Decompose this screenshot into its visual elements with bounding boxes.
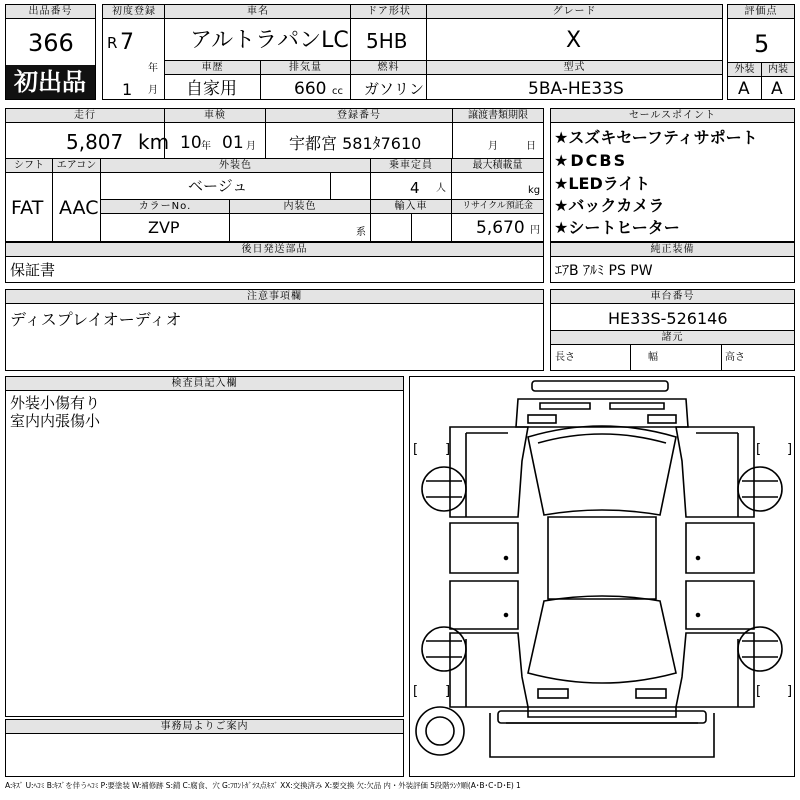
first-reg-label: 初度登録 — [103, 5, 165, 19]
door-label: ドア形状 — [351, 5, 427, 19]
history-value: 自家用 — [186, 79, 237, 99]
transfer-day-unit: 日 — [526, 141, 536, 152]
first-listing-badge-text: 初出品 — [14, 68, 86, 96]
grade-value: X — [566, 28, 582, 53]
chassis-box — [550, 289, 795, 371]
bracket-right: ] — [445, 684, 451, 699]
notes-value: ディスプレイオーディオ — [10, 310, 182, 329]
sales-point-item: ★スズキセーフティサポート — [554, 128, 758, 147]
mileage-unit: km — [138, 130, 170, 154]
int-score-label: 内装 — [762, 63, 794, 77]
bracket-left: [ — [756, 442, 762, 457]
bracket-left: [ — [413, 442, 419, 457]
bracket-left: [ — [413, 684, 419, 699]
mileage-label: 走行 — [6, 109, 164, 123]
equipment-value: ｴｱB ｱﾙﾐ PS PW — [555, 263, 653, 279]
history-label: 車歴 — [165, 61, 260, 75]
sales-point-item: ★LEDライト — [554, 174, 651, 193]
first-reg-year-unit: 年 — [148, 63, 158, 74]
ac-value: AAC — [59, 197, 99, 219]
ext-score-label: 外装 — [728, 63, 761, 77]
exterior-color-label: 外装色 — [101, 159, 370, 173]
car-name-label: 車名 — [165, 5, 351, 19]
first-reg-month-unit: 月 — [148, 85, 158, 96]
lot-number: 366 — [28, 29, 74, 57]
bracket-right: ] — [787, 684, 793, 699]
car-diagram-svg — [410, 377, 794, 776]
transfer-month-unit: 月 — [488, 141, 498, 152]
capacity-label: 乗車定員 — [371, 159, 451, 173]
grade-label: グレード — [427, 5, 722, 19]
shift-value: FAT — [11, 197, 44, 219]
inspection-year-unit: 年 — [201, 141, 211, 152]
inspection-month: 01 — [222, 133, 244, 153]
score-value: 5 — [754, 30, 770, 58]
car-name: アルトラパンLC — [190, 28, 349, 53]
ac-label: エアコン — [53, 159, 100, 173]
inspector-label: 検査員記入欄 — [6, 377, 403, 391]
inspection-label: 車検 — [165, 109, 265, 123]
sales-points-label: セールスポイント — [551, 109, 794, 123]
later-parts-box — [5, 242, 544, 283]
exterior-color-value: ベージュ — [188, 177, 248, 195]
equipment-box — [550, 242, 795, 283]
equipment-label: 純正装備 — [551, 243, 794, 257]
sales-point-item: ★バックカメラ — [554, 196, 665, 215]
recycle-value: 5,670 — [476, 218, 525, 238]
details-box — [5, 108, 544, 242]
spec-length-label: 長さ — [555, 352, 575, 363]
legend-text: A:ｷｽﾞ U:ﾍｺﾐ B:ｷｽﾞを伴うﾍｺﾐ P:要塗装 W:補修跡 S:錆 C:腐食、穴 G:ﾌﾛﾝﾄｶﾞﾗｽ点ｷｽﾞ XX:交換済み X:要交換 欠:欠品 内・外装評価 5段階ﾗﾝｸ順(A･B･C･D･E) 1 — [5, 781, 521, 790]
int-score-value: A — [771, 79, 783, 99]
first-reg-era: R — [107, 34, 118, 52]
inspector-line: 外装小傷有り — [10, 394, 101, 412]
door-value: 5HB — [366, 29, 408, 53]
capacity-unit: 人 — [436, 183, 446, 194]
first-reg-year: 7 — [120, 30, 134, 55]
color-no-label: カラーNo. — [101, 200, 229, 214]
later-parts-value: 保証書 — [10, 261, 56, 279]
recycle-unit: 円 — [530, 225, 540, 236]
model-label: 型式 — [427, 61, 722, 75]
fuel-label: 燃料 — [351, 61, 426, 75]
mileage-value: 5,807 — [66, 130, 124, 154]
max-load-label: 最大積載量 — [452, 159, 543, 173]
import-label: 輸入車 — [371, 200, 451, 214]
sales-point-item: ★シートヒーター — [554, 218, 680, 237]
lot-label: 出品番号 — [6, 5, 95, 19]
transfer-label: 譲渡書類期限 — [453, 109, 543, 123]
inspection-year: 10 — [180, 133, 202, 153]
score-box — [727, 4, 795, 100]
office-label: 事務局よりご案内 — [6, 720, 403, 734]
inspector-box — [5, 376, 404, 717]
displacement-label: 排気量 — [261, 61, 350, 75]
displacement-unit: cc — [332, 86, 343, 97]
fuel-value: ガソリン — [364, 80, 425, 98]
plate-value: 宇都宮 581ﾀ7610 — [289, 134, 422, 153]
plate-label: 登録番号 — [266, 109, 452, 123]
chassis-value: HE33S-526146 — [608, 309, 728, 328]
score-label: 評価点 — [728, 5, 794, 19]
bracket-left: [ — [756, 684, 762, 699]
sales-point-item: ★DCBS — [554, 151, 628, 170]
interior-color-label: 内装色 — [230, 200, 370, 214]
capacity-value: 4 — [410, 179, 420, 197]
chassis-label: 車台番号 — [551, 290, 794, 304]
color-no-value: ZVP — [148, 218, 180, 237]
sales-points-box — [550, 108, 795, 242]
first-reg-month: 1 — [122, 80, 133, 99]
later-parts-label: 後日発送部品 — [6, 243, 543, 257]
shift-label: シフト — [6, 159, 52, 173]
spec-width-label: 幅 — [648, 352, 658, 363]
max-load-unit: kg — [528, 185, 541, 196]
recycle-label: リサイクル預託金 — [452, 200, 543, 214]
displacement-value: 660 — [294, 79, 327, 99]
notes-box — [5, 289, 544, 371]
spec-height-label: 高さ — [725, 352, 745, 363]
specs-label: 諸元 — [551, 331, 794, 345]
notes-label: 注意事項欄 — [6, 290, 543, 304]
office-box — [5, 719, 404, 777]
lot-box — [5, 4, 96, 100]
bracket-right: ] — [787, 442, 793, 457]
car-diagram — [409, 376, 795, 777]
interior-color-unit: 系 — [356, 227, 366, 238]
ext-score-value: A — [738, 79, 750, 99]
bracket-right: ] — [445, 442, 451, 457]
model-value: 5BA-HE33S — [528, 79, 624, 99]
inspection-month-unit: 月 — [246, 141, 256, 152]
inspector-line: 室内内張傷小 — [10, 412, 101, 430]
